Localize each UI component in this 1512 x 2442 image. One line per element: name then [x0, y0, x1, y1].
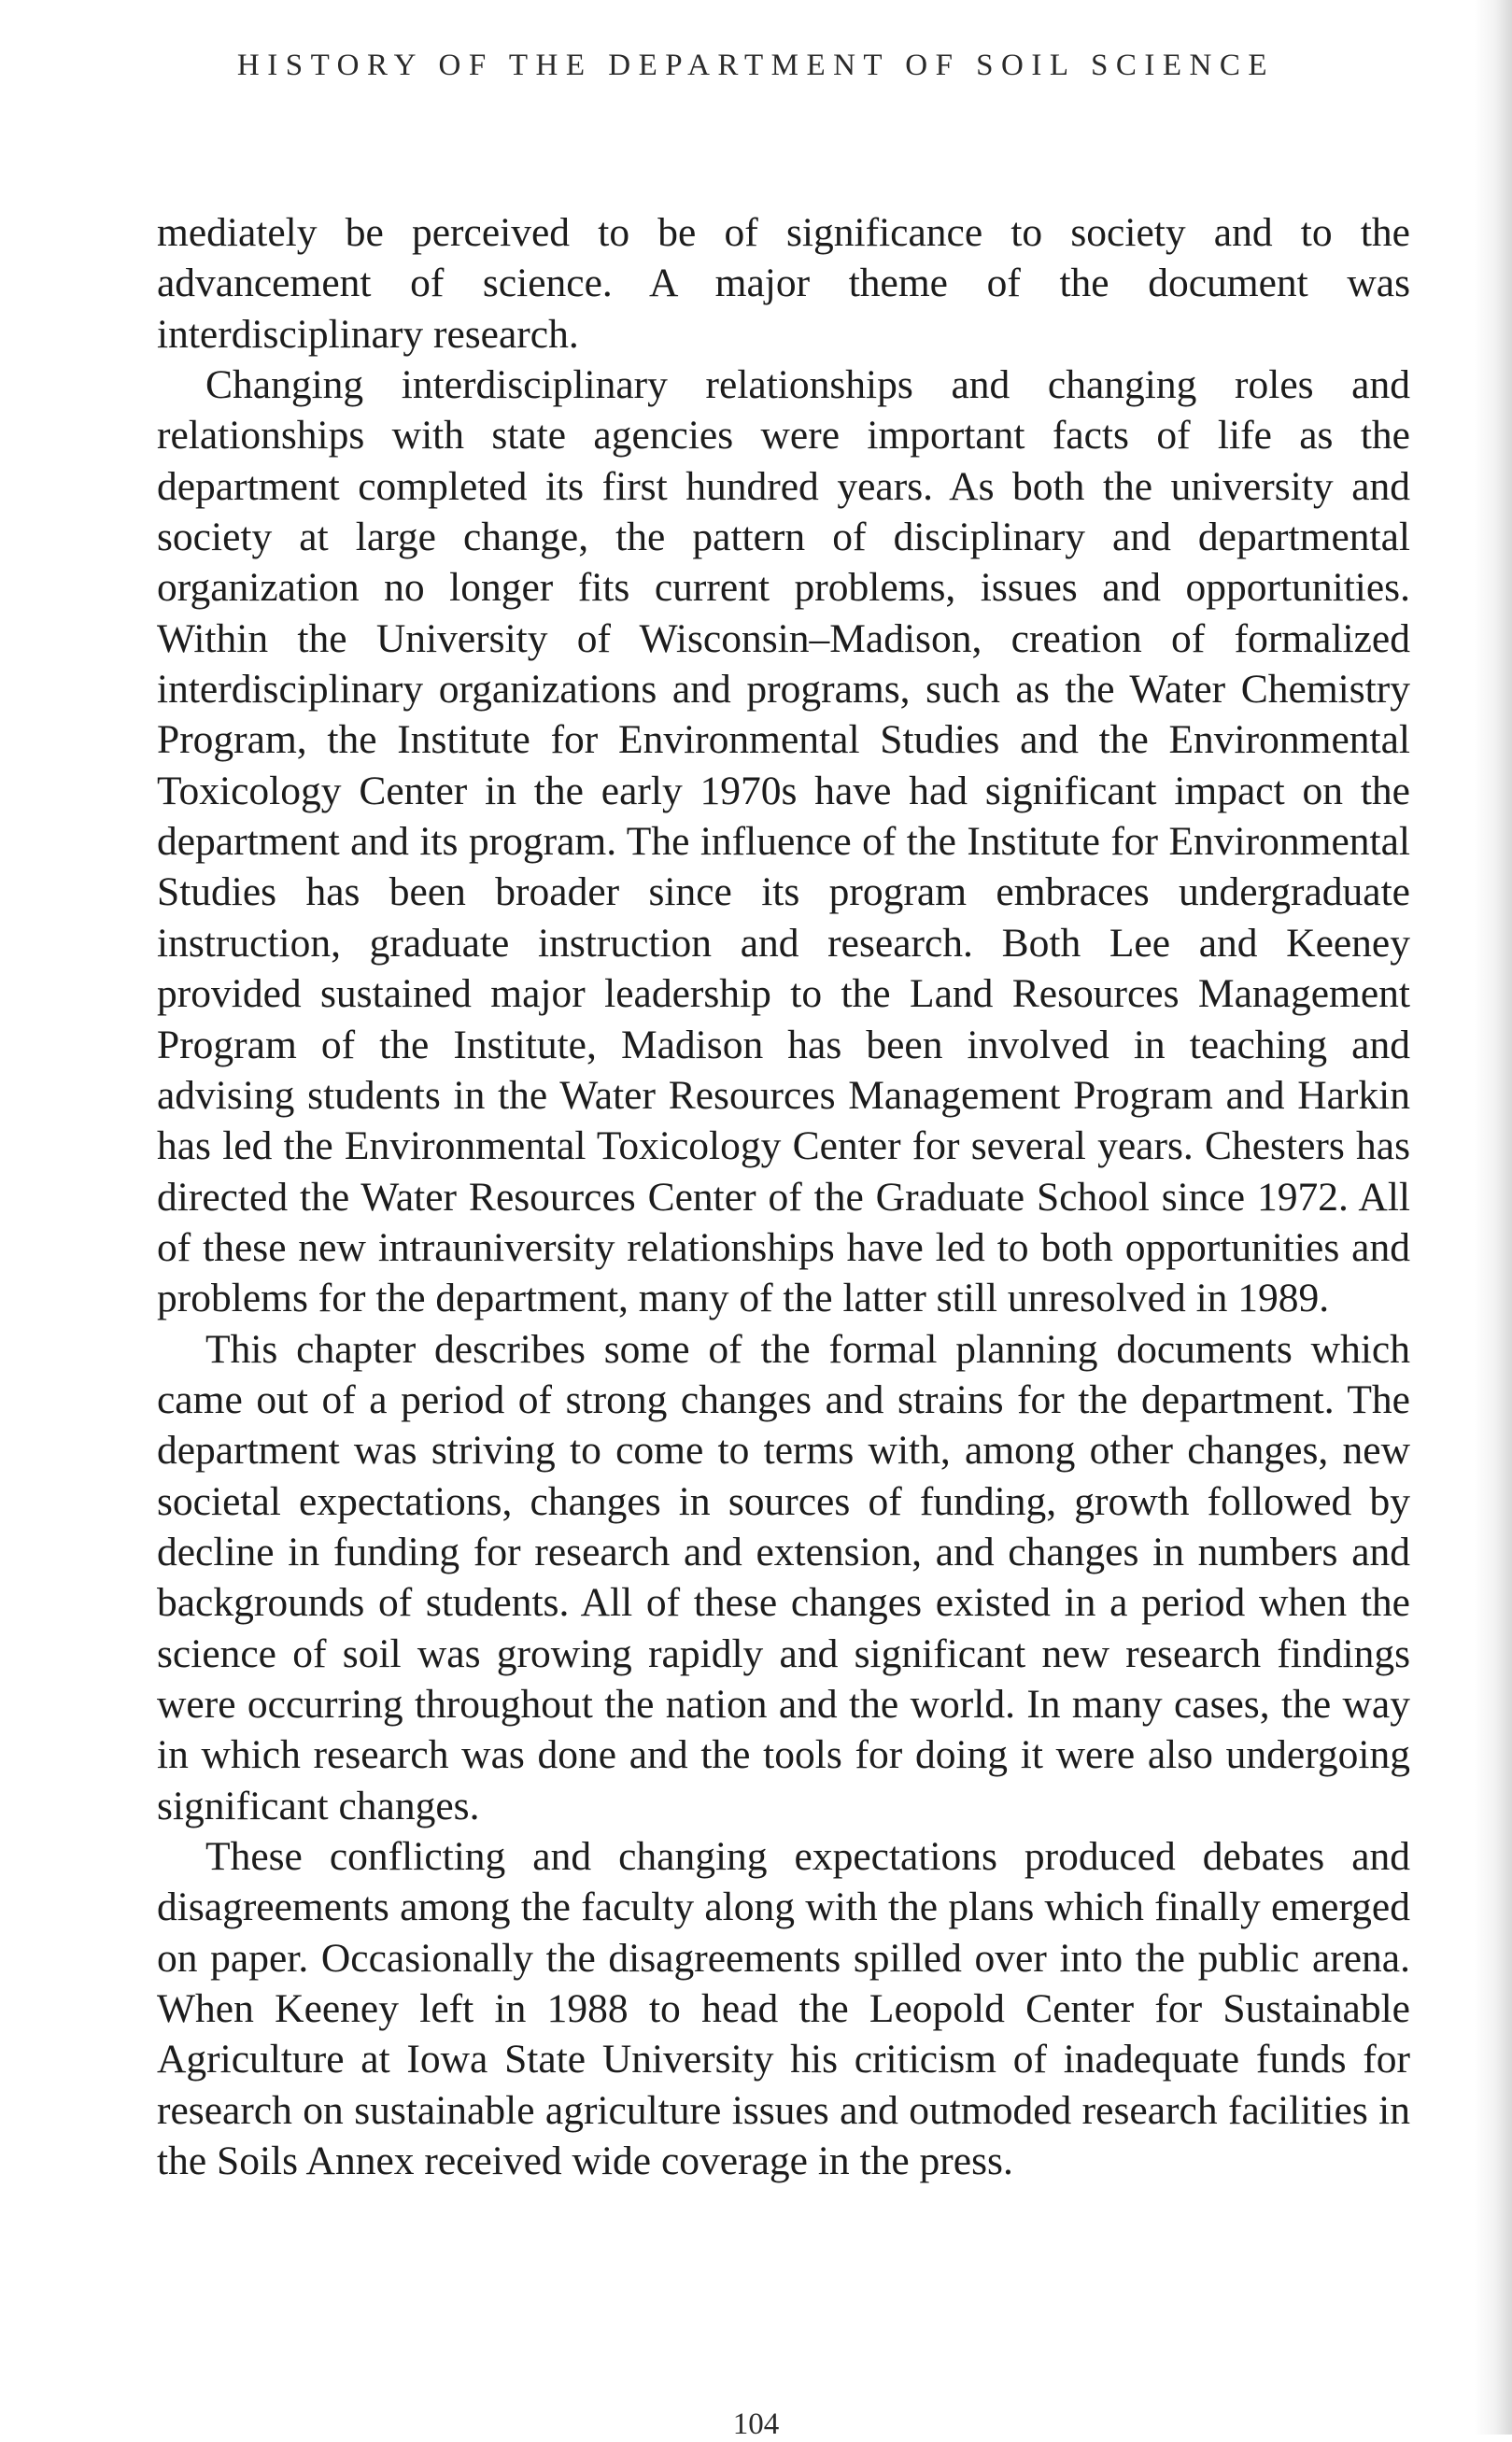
paragraph: Changing interdisciplinary relationships and changing roles and relationships with state agencies were important facts of life as the department completed its first hundred years. As both the university and society at large change, the pattern of disciplinary and departmental organization no longer fits current problems, issues and opportunities. Within the University of Wisconsin–Madison, creation of formalized interdisciplinary organizations and programs, such as the Water Chemistry Program, the Institute for Environmental Studies and the Environmental Toxicology Center in the early 1970s have had significant impact on the department and its program. The influence of the Institute for Environmental Studies has been broader since its program embraces undergraduate instruction, graduate instruction and research. Both Lee and Keeney provided sustained major leadership to the Land Resources Management Program of the Institute, Madison has been involved in teaching and advising students in the Water Resources Management Program and Harkin has led the Environmental Toxicology Center for several years. Chesters has directed the Water Resources Center of the Graduate School since 1972. All of these new intrauniversity relationships have led to both opportunities and problems for the department, many of the latter still unresolved in 1989. — [157, 362, 1410, 1321]
body-text — [157, 207, 1410, 2186]
paragraph-continued: mediately be perceived to be of significance to society and to the advancement of science. A major theme of the document was interdisciplinary research. — [157, 210, 1410, 357]
paragraph: This chapter describes some of the formal planning documents which came out of a period of strong changes and strains for the department. The department was striving to come to terms with, among other changes, new societal expectations, changes in sources of funding, growth followed by decline in funding for research and extension, and changes in numbers and backgrounds of students. All of these changes existed in a period when the science of soil was growing rapidly and significant new research findings were occurring throughout the nation and the world. In many cases, the way in which research was done and the tools for doing it were also undergoing significant changes. — [157, 1326, 1410, 1828]
running-head: HISTORY OF THE DEPARTMENT OF SOIL SCIENCE — [236, 49, 1276, 82]
paragraph: These conflicting and changing expectations produced debates and disagreements among the faculty along with the plans which finally emerged on paper. Occasionally the disagreements spilled over into the public arena. When Keeney left in 1988 to head the Leopold Center for Sustainable Agriculture at Iowa State University his criticism of inadequate funds for research on sustainable agriculture issues and outmoded research facilities in the Soils Annex received wide coverage in the press. — [157, 1834, 1410, 2184]
page-number: 104 — [732, 2407, 780, 2441]
page-edge-shadow — [1475, 0, 1512, 2435]
